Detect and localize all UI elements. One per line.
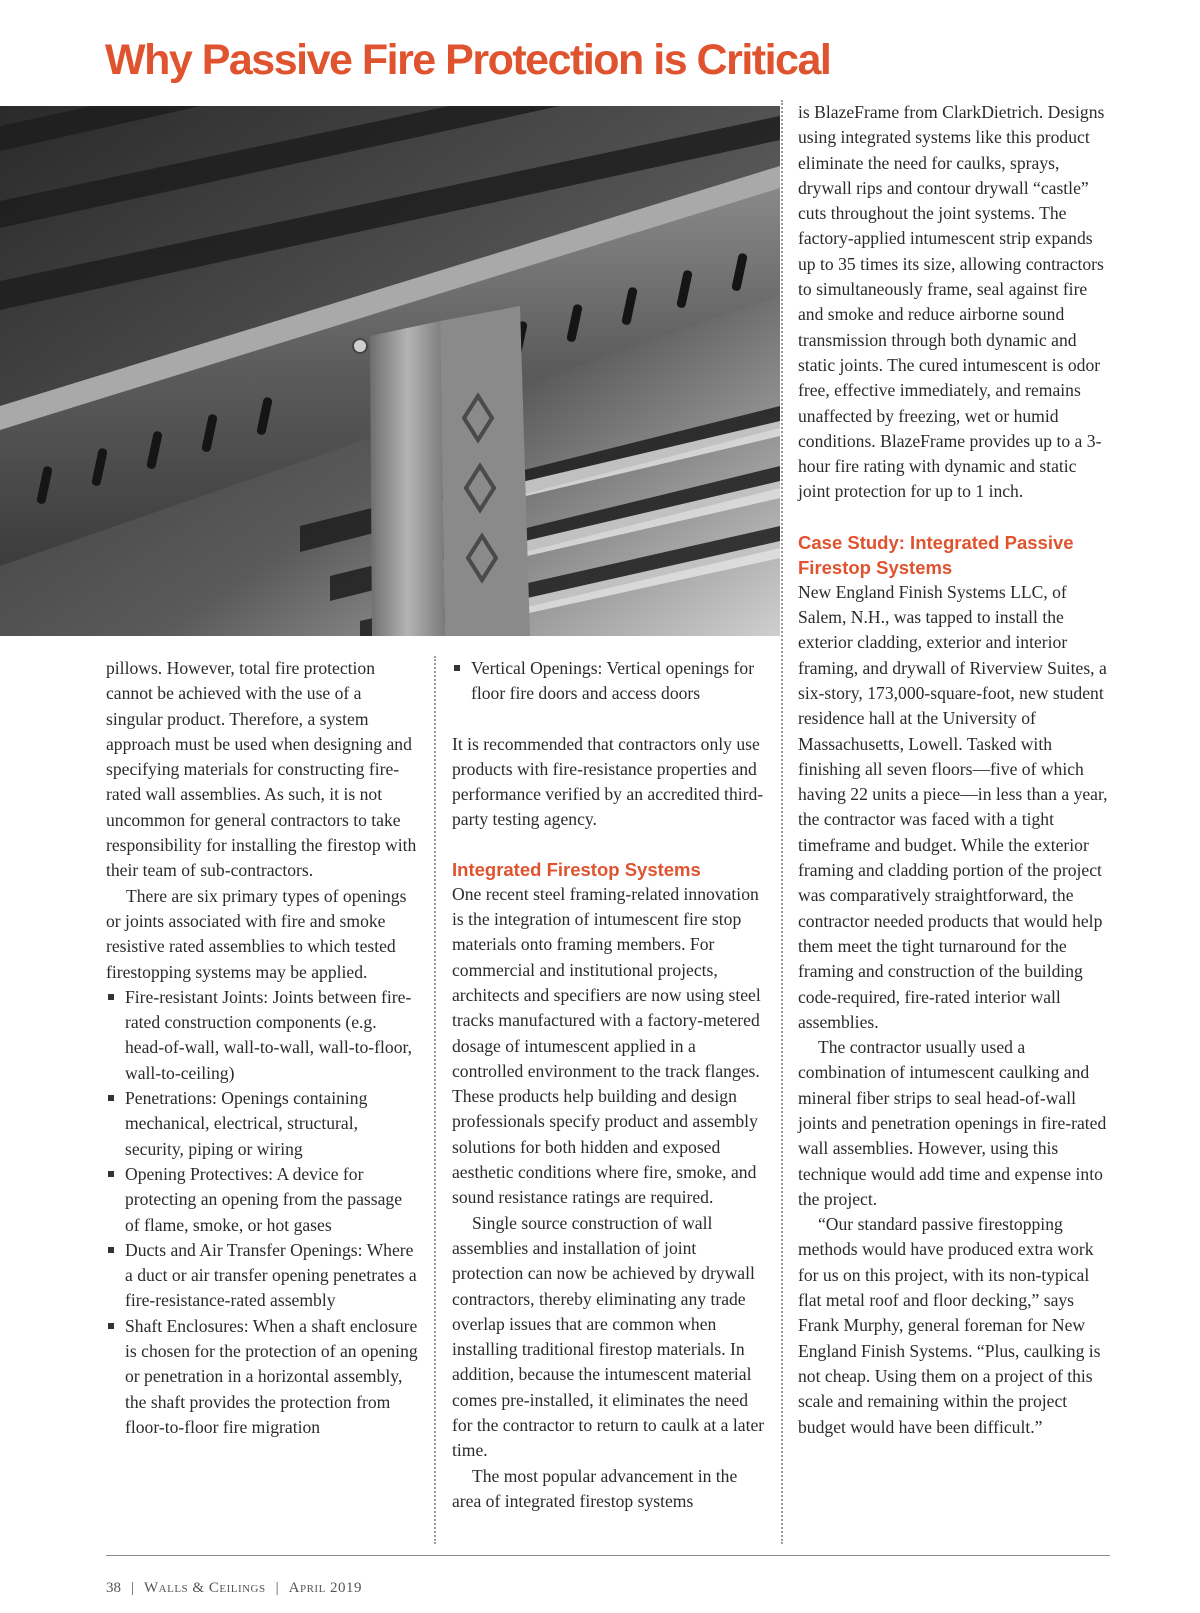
paragraph: Single source construction of wall assemblies and installation of joint protection can now be achieved by drywall contractors, thereby eliminating any trade overlap issues that are common when installing traditional firestop materials. In addition, because the intumescent material comes pre-installed, it eliminates the need for the contractor to return to caulk at a later time. [452, 1212, 765, 1461]
section-heading: Integrated Firestop Systems [452, 858, 701, 880]
list-item: Opening Protectives: A device for protecting an opening from the passage of flame, smoke, or hot gases [106, 1162, 418, 1238]
article-column-2 [452, 656, 766, 1514]
column-divider [781, 100, 783, 1544]
list-item: Ducts and Air Transfer Openings: Where a duct or air transfer opening penetrates a fire-resistance-rated assembly [106, 1238, 418, 1314]
page-title: Why Passive Fire Protection is Critical [105, 36, 831, 84]
footer-separator: | [275, 1580, 279, 1596]
list-item: Penetrations: Openings containing mechanical, electrical, structural, security, piping or wiring [106, 1086, 418, 1162]
article-column-3 [798, 100, 1110, 1440]
opening-types-list [106, 985, 418, 1440]
paragraph: pillows. However, total fire protection cannot be achieved with the use of a singular product. Therefore, a system approach must be used when designing and specifying materials for constructing fire-rated wall assemblies. As such, it is not uncommon for general contractors to take responsibility for installing the firestop with their team of sub-contractors. [106, 658, 417, 881]
list-item: Fire-resistant Joints: Joints between fire-rated construction components (e.g. head-of-wall, wall-to-wall, wall-to-floor, wall-to-ceiling) [106, 985, 418, 1086]
article-column-1 [106, 656, 418, 1440]
footer-rule [106, 1555, 1110, 1556]
paragraph: One recent steel framing-related innovation is the integration of intumescent fire stop materials onto framing members. For commercial and institutional projects, architects and specifiers are now using steel tracks manufactured with a factory-metered dosage of intumescent applied in a controlled environment to the track flanges. These products help building and design professionals specify product and assembly solutions for both hidden and exposed aesthetic conditions where fire, smoke, and sound resistance ratings are required. [452, 883, 761, 1208]
steel-framing-photo [0, 106, 780, 636]
footer-separator: | [131, 1580, 135, 1596]
page-footer [106, 1580, 362, 1597]
page-number: 38 [106, 1580, 121, 1596]
paragraph: The contractor usually used a combination of intumescent caulking and mineral fiber strips to seal head-of-wall joints and penetration openings in fire-rated wall assemblies. However, using this technique would add time and expense into the project. [798, 1037, 1107, 1209]
paragraph: New England Finish Systems LLC, of Salem, N.H., was tapped to install the exterior cladding, exterior and interior framing, and drywall of Riverview Suites, a six-story, 173,000-square-foot, new student residence hall at the University of Massachusetts, Lowell. Tasked with finishing all seven floors—five of which having 22 units a piece—in less than a year, the contractor was faced with a tight timeframe and budget. While the exterior framing and cladding portion of the project was comparatively straightforward, the contractor needed products that would help them meet the tight turnaround for the framing and construction of the building code-required, fire-rated interior wall assemblies. [798, 581, 1108, 1032]
issue-date: April 2019 [288, 1580, 363, 1596]
list-item: Shaft Enclosures: When a shaft enclosure is chosen for the protection of an opening or penetration in a horizontal assembly, the shaft provides the protection from floor-to-floor fire migration [106, 1314, 418, 1440]
paragraph: The most popular advancement in the area of integrated firestop systems [452, 1465, 738, 1511]
column-divider [434, 656, 436, 1544]
publication-name: Walls & Ceilings [144, 1580, 266, 1596]
list-item: Vertical Openings: Vertical openings for floor fire doors and access doors [452, 656, 766, 707]
section-heading: Case Study: Integrated Passive Firestop Systems [798, 531, 1074, 578]
paragraph: There are six primary types of openings or joints associated with fire and smoke resistive rated assemblies to which tested firestopping systems may be applied. [106, 885, 407, 982]
paragraph: is BlazeFrame from ClarkDietrich. Designs using integrated systems like this product eliminate the need for caulks, sprays, drywall rips and contour drywall “castle” cuts throughout the joint systems. The factory-applied intumescent strip expands up to 35 times its size, allowing contractors to simultaneously frame, seal against fire and smoke and reduce airborne sound transmission through both dynamic and static joints. The cured intumescent is odor free, effective immediately, and remains unaffected by freezing, wet or humid conditions. BlazeFrame provides up to a 3-hour fire rating with dynamic and static joint protection for up to 1 inch. [798, 102, 1105, 502]
paragraph: “Our standard passive firestopping methods would have produced extra work for us on this project, with its non-typical flat metal roof and floor decking,” says Frank Murphy, general foreman for New England Finish Systems. “Plus, caulking is not cheap. Using them on a project of this scale and remaining within the project budget would have been difficult.” [798, 1214, 1101, 1437]
opening-types-list [452, 656, 766, 707]
paragraph: It is recommended that contractors only use products with fire-resistance properties and performance verified by an accredited third-party testing agency. [452, 733, 764, 830]
